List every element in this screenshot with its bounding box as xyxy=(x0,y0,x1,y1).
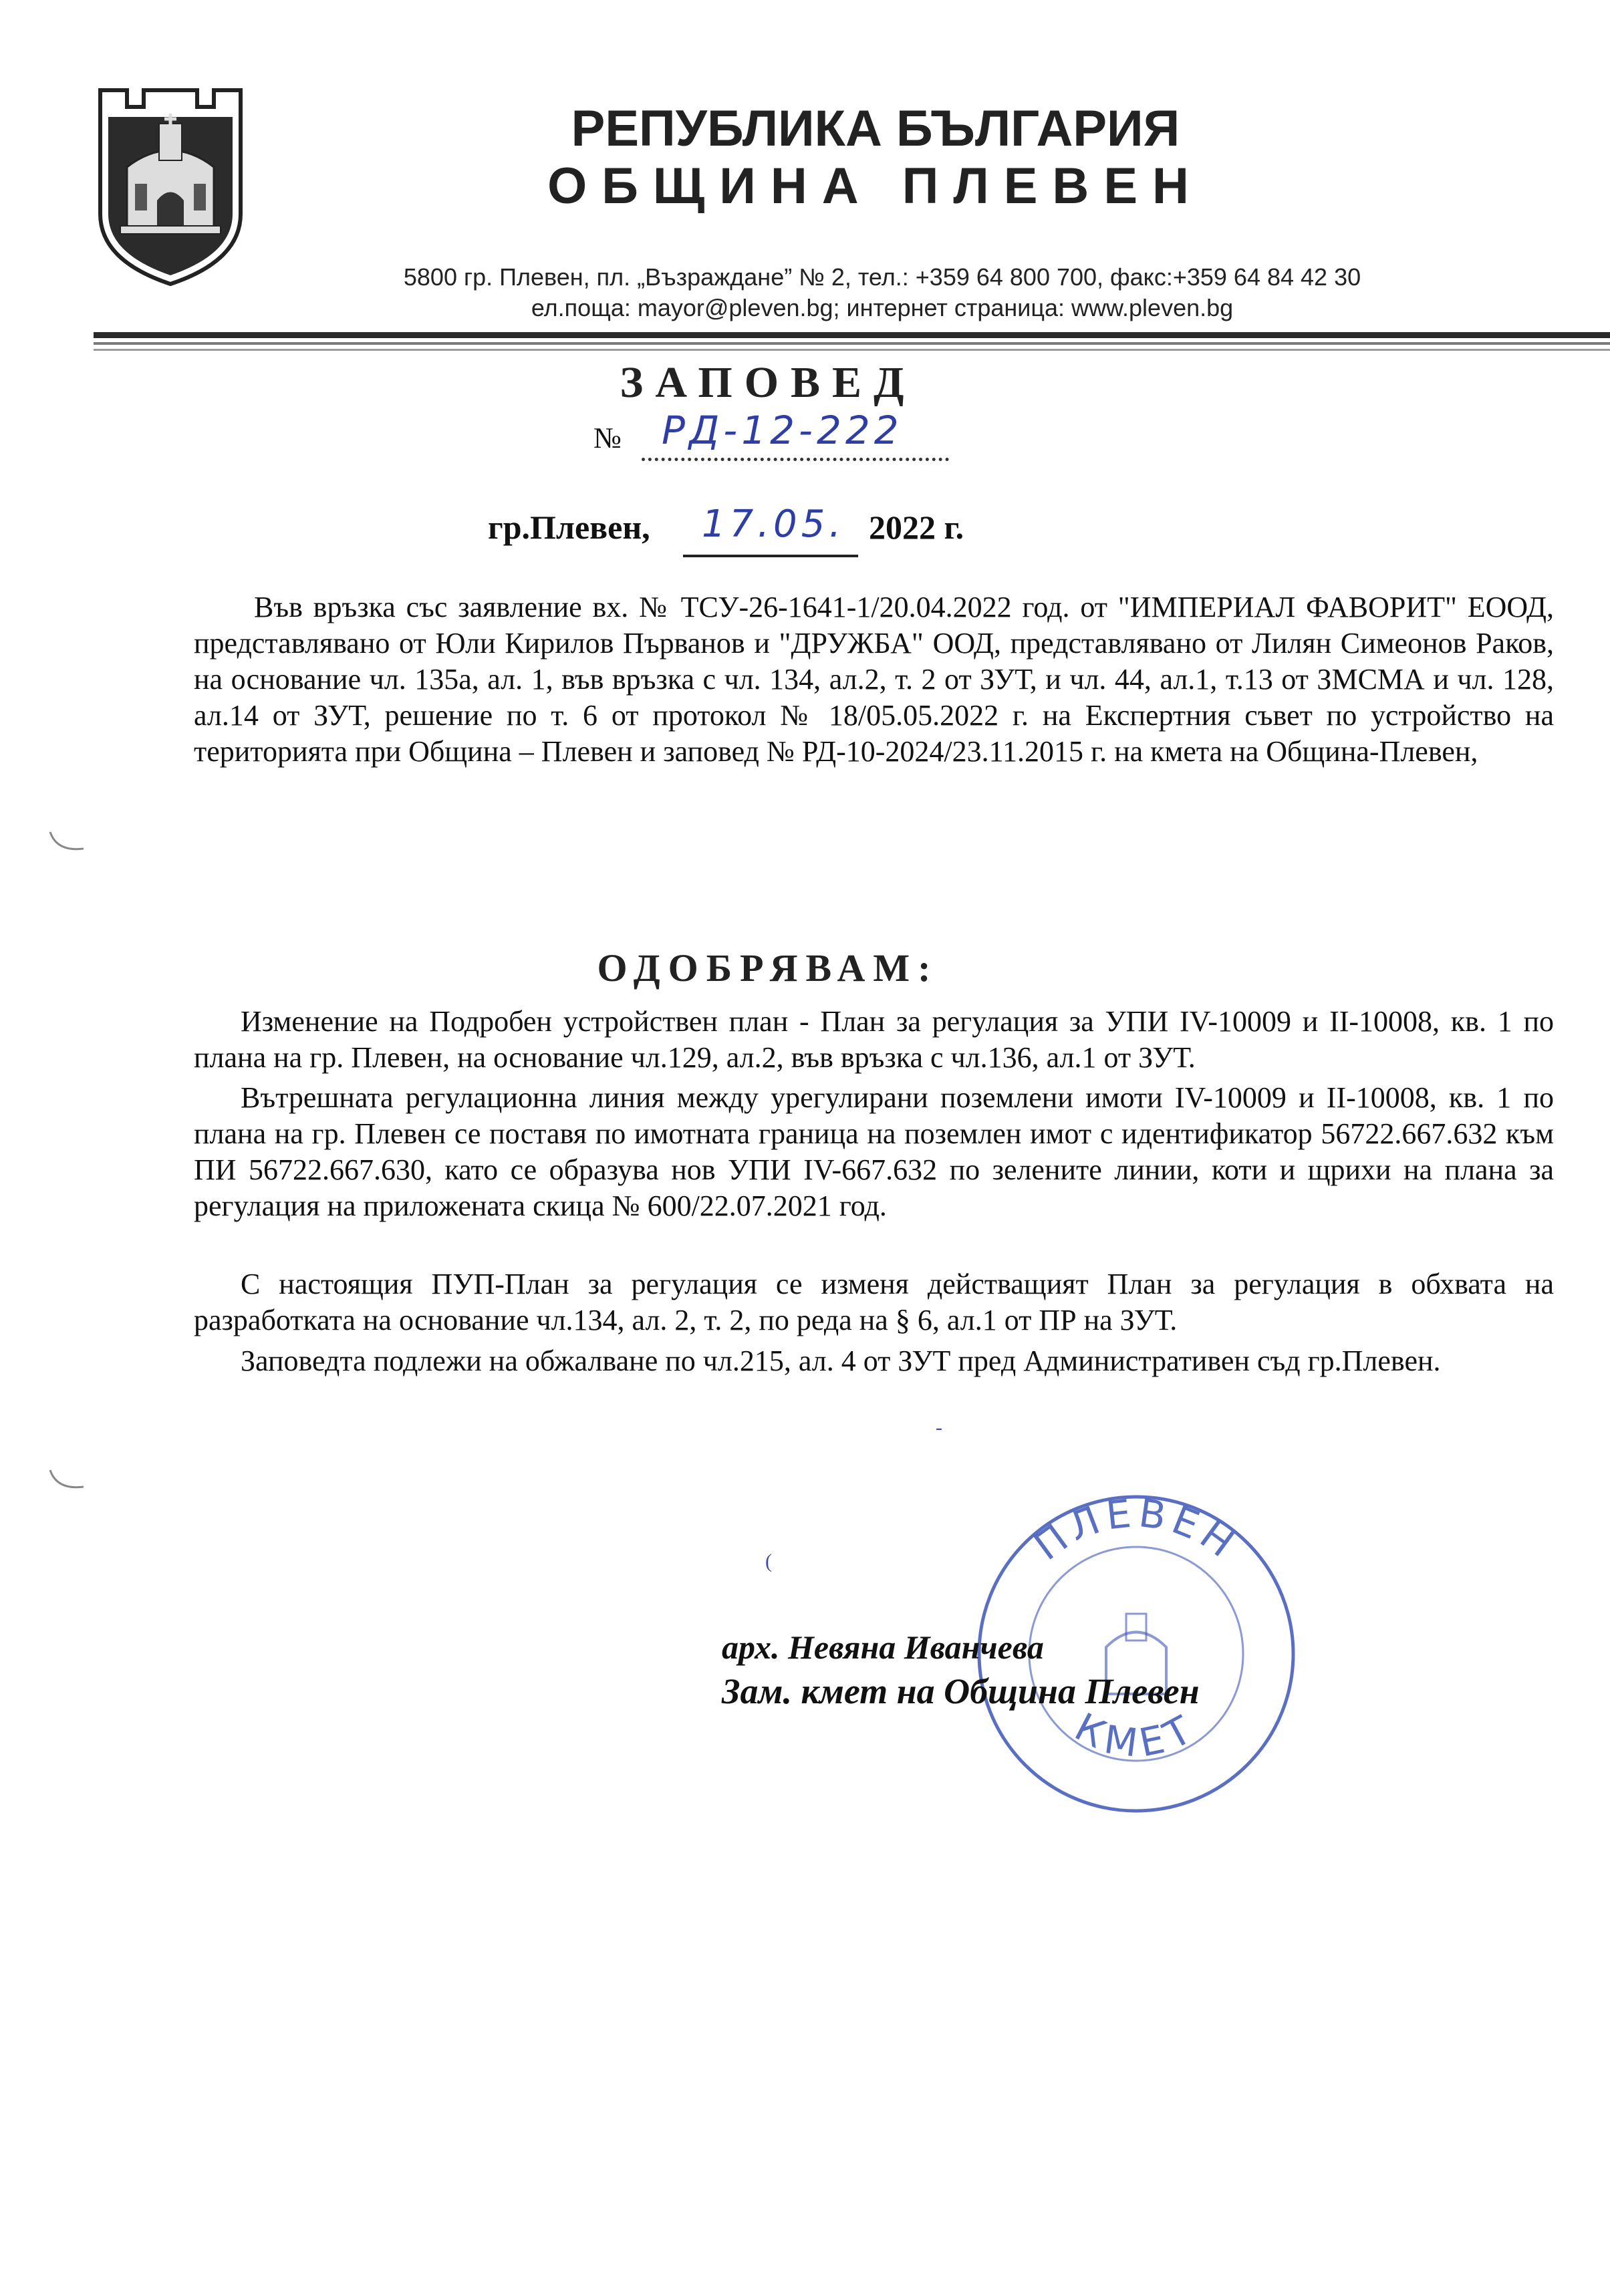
ink-mark: ( xyxy=(765,1550,772,1572)
country-name: РЕПУБЛИКА БЪЛГАРИЯ xyxy=(571,100,1180,157)
decision-paragraph: Изменение на Подробен устройствен план - План за регулация за УПИ IV-10009 и II-10008, кв. 1 по плана на гр. Плевен, на основание чл.129, ал.2, във връзка с чл.136, ал.1 от ЗУТ. xyxy=(194,1005,1554,1074)
letterhead-contacts xyxy=(294,262,1470,323)
order-date-handwritten: 17.05. xyxy=(702,503,845,546)
order-number-blank xyxy=(642,458,949,461)
ink-mark: ‐ xyxy=(936,1417,942,1439)
order-number-handwritten: РД-12-222 xyxy=(662,408,903,453)
stamp-top-text: ПЛЕВЕН xyxy=(1025,1490,1247,1570)
order-place: гр.Плевен, xyxy=(488,509,650,546)
header-divider xyxy=(94,342,1610,345)
signatory-position: Зам. кмет на Община Плевен xyxy=(722,1671,1200,1711)
order-title: ЗАПОВЕД xyxy=(620,358,916,407)
municipality-crest-logo xyxy=(94,87,247,287)
signatory-name: арх. Невяна Иванчева xyxy=(722,1628,1044,1666)
decision-paragraph: С настоящия ПУП-План за регулация се изменя действащият План за регулация в обхвата на разработката на основание чл.134, ал. 2, т. 2, по реда на § 6, ал.1 от ПР на ЗУТ. xyxy=(194,1268,1554,1336)
header-divider xyxy=(94,349,1610,351)
header-divider xyxy=(94,332,1610,338)
order-year: 2022 г. xyxy=(869,509,964,546)
letterhead-title xyxy=(508,100,1243,215)
stamp-bottom-text: КМЕТ xyxy=(1067,1704,1205,1767)
date-blank xyxy=(683,555,858,557)
order-number-label: № xyxy=(593,422,622,454)
punch-hole-mark xyxy=(47,829,94,855)
municipality-name: ОБЩИНА ПЛЕВЕН xyxy=(547,158,1204,214)
decision-paragraph: Заповедта подлежи на обжалване по чл.215, ал. 4 от ЗУТ пред Административен съд гр.Плевен. xyxy=(241,1344,1441,1377)
svg-text:КМЕТ xyxy=(1068,1704,1205,1767)
email-web-line: ел.поща: mayor@pleven.bg; интернет страница: www.pleven.bg xyxy=(531,294,1234,321)
approve-heading: ОДОБРЯВАМ: xyxy=(597,946,939,990)
svg-text:ПЛЕВЕН xyxy=(1026,1490,1246,1569)
address-line: 5800 гр. Плевен, пл. „Възраждане” № 2, тел.: +359 64 800 700, факс:+359 64 84 42 30 xyxy=(403,263,1361,291)
intro-paragraph: Във връзка със заявление вх. № ТСУ-26-1641-1/20.04.2022 год. от "ИМПЕРИАЛ ФАВОРИТ" ЕООД, представлявано от Юли Кирилов Първанов и "ДРУЖБА" ООД, представлявано от Лилян Симеонов Раков, на основание чл. 135а, ал. 1, във връзка с чл. 134, ал.2, т. 2 от ЗУТ, и чл. 44, ал.1, т.13 от ЗМСМА и чл. 128, ал.14 от ЗУТ, решение по т. 6 от протокол № 18/05.05.2022 г. на Експертния съвет по устройство на територията при Община – Плевен и заповед № РД-10-2024/23.11.2015 г. на кмета на Община-Плевен, xyxy=(194,591,1554,768)
punch-hole-mark xyxy=(47,1467,94,1493)
decision-paragraph: Вътрешната регулационна линия между урегулирани поземлени имоти IV-10009 и II-10008, кв. 1 по плана на гр. Плевен се поставя по имотната граница на поземлен имот с идентификатор 56722.667.632 към ПИ 56722.667.630, като се образува нов УПИ IV-667.632 по зелените линии, коти и щрихи на плана за регулация на приложената скица № 600/22.07.2021 год. xyxy=(194,1081,1554,1222)
